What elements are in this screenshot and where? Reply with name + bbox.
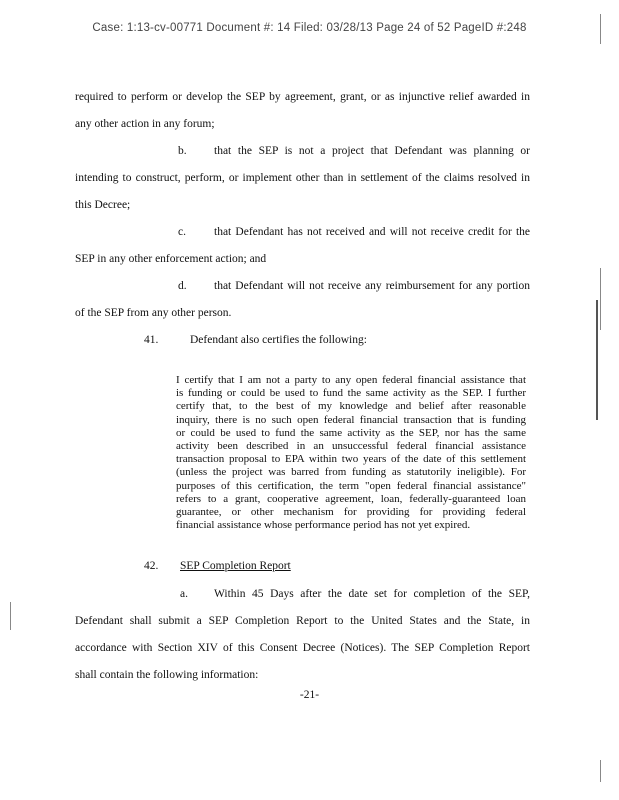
certification-line: is funding or could be used to fund the same activity as the SEP. I further [176, 387, 526, 400]
item-label: c. [178, 226, 186, 238]
body-line: accordance with Section XIV of this Consent Decree (Notices). The SEP Completion Report [75, 642, 530, 654]
body-line: any other action in any forum; [75, 118, 215, 130]
scan-mark [10, 602, 11, 630]
certification-line: transaction proposal to EPA within two years of the date of this settlement [176, 453, 526, 466]
body-line: Within 45 Days after the date set for completion of the SEP, [214, 588, 530, 600]
certification-block [176, 374, 526, 532]
case-header: Case: 1:13-cv-00771 Document #: 14 Filed: 03/28/13 Page 24 of 52 PageID #:248 [92, 22, 527, 34]
body-line: Defendant also certifies the following: [190, 334, 367, 346]
scan-mark [600, 268, 601, 330]
certification-line: I certify that I am not a party to any open federal financial assistance that [176, 374, 526, 386]
item-label: b. [178, 145, 187, 157]
body-line: this Decree; [75, 199, 131, 211]
certification-line: certify that, to the best of my knowledge and belief after reasonable [176, 400, 526, 413]
page-number: -21- [299, 689, 320, 701]
body-line: SEP in any other enforcement action; and [75, 253, 267, 265]
certification-line: or could be used to fund the same activity as the SEP, nor has the same [176, 426, 526, 439]
certification-line: financial assistance whose performance period has not yet expired. [176, 519, 471, 532]
paragraph-number: 41. [144, 334, 159, 346]
item-label: d. [178, 280, 187, 292]
scan-mark [600, 14, 601, 44]
certification-line: inquiry, there is no such open federal financial transaction that is funding [176, 413, 526, 426]
body-line: Defendant shall submit a SEP Completion Report to the United States and the State, in [75, 615, 530, 627]
body-line: that Defendant has not received and will not receive credit for the [214, 226, 530, 238]
body-line: that Defendant will not receive any reimbursement for any portion [214, 280, 530, 292]
certification-line: refers to a grant, cooperative agreement, loan, federally-guaranteed loan [176, 492, 526, 505]
body-line: shall contain the following information: [75, 669, 259, 681]
certification-line: guarantee, or other mechanism for providing for providing federal [176, 505, 526, 518]
body-line: required to perform or develop the SEP by agreement, grant, or as injunctive relief awarded in [75, 91, 530, 103]
scan-mark [600, 760, 601, 782]
body-line: intending to construct, perform, or implement other than in settlement of the claims resolved in [75, 172, 530, 184]
certification-line: activity been described in an unsuccessful federal financial assistance [176, 439, 526, 452]
certification-line: purposes of this certification, the term "open federal financial assistance" [176, 479, 526, 492]
body-line: that the SEP is not a project that Defendant was planning or [214, 145, 530, 157]
item-label: a. [180, 588, 188, 600]
revision-bar [596, 300, 598, 420]
certification-line: (unless the project was barred from funding as statutorily ineligible). For [176, 466, 526, 479]
section-heading: SEP Completion Report [180, 560, 291, 572]
body-line: of the SEP from any other person. [75, 307, 232, 319]
paragraph-number: 42. [144, 560, 159, 572]
